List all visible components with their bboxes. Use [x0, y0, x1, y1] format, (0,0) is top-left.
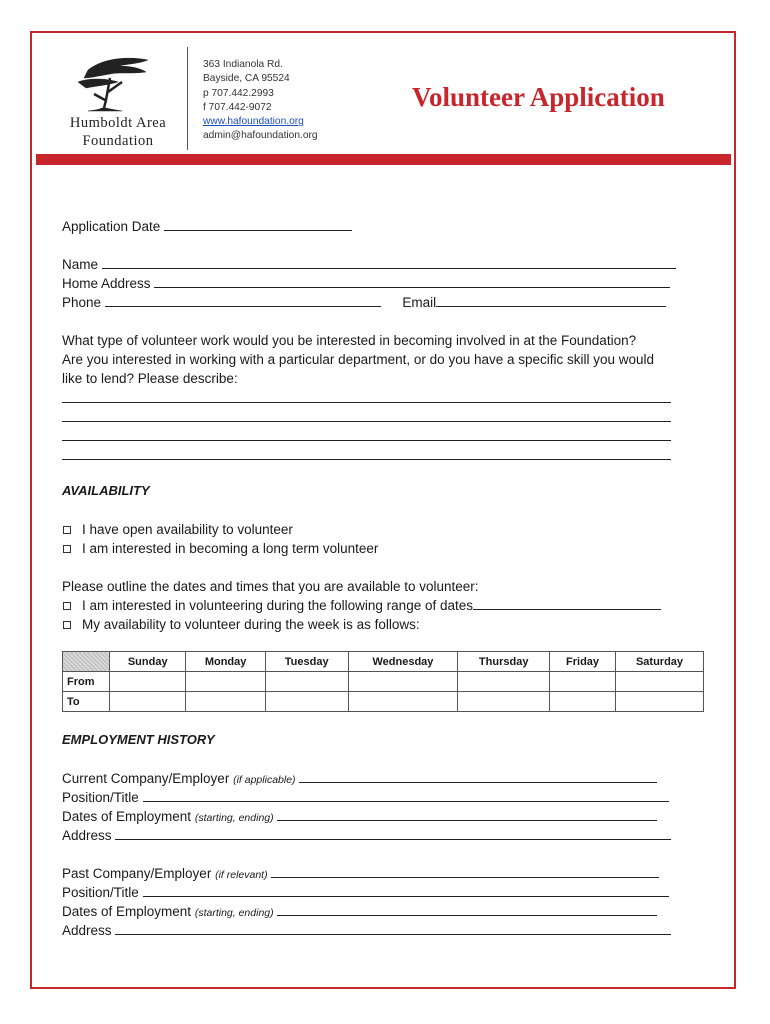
- weekly-label: My availability to volunteer during the week is as follows:: [82, 617, 420, 632]
- table-row: [63, 672, 704, 692]
- past-position-input[interactable]: [143, 883, 669, 897]
- application-date-row: [62, 217, 352, 236]
- from-saturday-cell[interactable]: [615, 672, 703, 692]
- description-line-4[interactable]: [62, 459, 671, 460]
- current-dates-row: [62, 807, 657, 828]
- application-date-label: Application Date: [62, 219, 161, 234]
- from-monday-cell[interactable]: [186, 672, 265, 692]
- long-term-label: I am interested in becoming a long term volunteer: [82, 541, 379, 556]
- home-address-label: Home Address: [62, 276, 151, 291]
- availability-heading: AVAILABILITY: [62, 483, 150, 498]
- table-header-row: [63, 652, 704, 672]
- date-range-checkbox[interactable]: [63, 602, 71, 610]
- website-link[interactable]: www.hafoundation.org: [203, 116, 304, 128]
- table-corner-cell: [63, 652, 110, 672]
- phone-label: Phone: [62, 295, 102, 310]
- day-friday: Friday: [550, 652, 616, 672]
- to-sunday-cell[interactable]: [110, 692, 186, 712]
- option-weekly: [62, 615, 420, 634]
- description-line-1[interactable]: [62, 402, 671, 403]
- current-company-label: Current Company/Employer: [62, 771, 230, 786]
- current-dates-hint: (starting, ending): [194, 812, 274, 824]
- to-thursday-cell[interactable]: [458, 692, 550, 712]
- phone-row: [62, 293, 666, 312]
- past-address-label: Address: [62, 923, 112, 938]
- past-address-row: [62, 921, 671, 940]
- date-range-label: I am interested in volunteering during the following range of dates: [82, 598, 473, 613]
- day-tuesday: Tuesday: [265, 652, 348, 672]
- from-tuesday-cell[interactable]: [265, 672, 348, 692]
- phone-input[interactable]: [105, 293, 381, 307]
- current-dates-input[interactable]: [277, 807, 657, 821]
- current-position-row: [62, 788, 669, 807]
- current-position-label: Position/Title: [62, 790, 139, 805]
- header-bar: [36, 154, 731, 165]
- email-label: Email: [402, 295, 437, 310]
- email-line: admin@hafoundation.org: [203, 130, 318, 142]
- outline-prompt: Please outline the dates and times that you are available to volunteer:: [62, 579, 479, 594]
- day-sunday: Sunday: [110, 652, 186, 672]
- contact-block: [203, 58, 318, 144]
- availability-table: [62, 651, 704, 712]
- city-line: Bayside, CA 95524: [203, 73, 290, 85]
- employment-heading: EMPLOYMENT HISTORY: [62, 732, 215, 747]
- past-dates-label: Dates of Employment: [62, 904, 192, 919]
- option-long-term: [62, 539, 378, 558]
- table-row: [63, 692, 704, 712]
- past-company-row: [62, 864, 659, 885]
- current-dates-label: Dates of Employment: [62, 809, 192, 824]
- page-border: [30, 31, 736, 989]
- from-thursday-cell[interactable]: [458, 672, 550, 692]
- row-label-to: To: [63, 692, 110, 712]
- org-name-line2: Foundation: [82, 133, 154, 149]
- past-company-input[interactable]: [271, 864, 659, 878]
- name-label: Name: [62, 257, 99, 272]
- org-name-line1: Humboldt Area: [69, 115, 167, 131]
- weekly-checkbox[interactable]: [63, 621, 71, 629]
- fax-line: f 707.442-9072: [203, 101, 272, 113]
- current-position-input[interactable]: [143, 788, 669, 802]
- address-line: 363 Indianola Rd.: [203, 59, 283, 70]
- to-monday-cell[interactable]: [186, 692, 265, 712]
- date-range-input[interactable]: [473, 596, 661, 610]
- org-name: [48, 114, 188, 150]
- current-company-row: [62, 769, 657, 790]
- past-dates-hint: (starting, ending): [194, 907, 274, 919]
- current-company-input[interactable]: [299, 769, 657, 783]
- from-wednesday-cell[interactable]: [348, 672, 458, 692]
- option-open-availability: [62, 520, 293, 539]
- current-address-input[interactable]: [115, 826, 671, 840]
- day-saturday: Saturday: [615, 652, 703, 672]
- email-input[interactable]: [436, 293, 666, 307]
- to-friday-cell[interactable]: [550, 692, 616, 712]
- application-date-input[interactable]: [164, 217, 352, 231]
- day-thursday: Thursday: [458, 652, 550, 672]
- open-availability-checkbox[interactable]: [63, 526, 71, 534]
- home-address-input[interactable]: [154, 274, 670, 288]
- long-term-checkbox[interactable]: [63, 545, 71, 553]
- page-title: Volunteer Application: [412, 82, 665, 112]
- from-sunday-cell[interactable]: [110, 672, 186, 692]
- past-dates-row: [62, 902, 657, 923]
- name-input[interactable]: [102, 255, 676, 269]
- past-address-input[interactable]: [115, 921, 671, 935]
- question-line-1: What type of volunteer work would you be interested in becoming involved in at the Foundation?: [62, 333, 637, 348]
- past-company-label: Past Company/Employer: [62, 866, 212, 881]
- past-position-label: Position/Title: [62, 885, 139, 900]
- header-divider: [187, 47, 188, 150]
- question-line-3: like to lend? Please describe:: [62, 371, 238, 386]
- row-label-from: From: [63, 672, 110, 692]
- past-position-row: [62, 883, 669, 902]
- option-date-range: [62, 596, 661, 615]
- description-line-2[interactable]: [62, 421, 671, 422]
- to-saturday-cell[interactable]: [615, 692, 703, 712]
- open-availability-label: I have open availability to volunteer: [82, 522, 293, 537]
- day-monday: Monday: [186, 652, 265, 672]
- from-friday-cell[interactable]: [550, 672, 616, 692]
- name-row: [62, 255, 676, 274]
- past-company-hint: (if relevant): [215, 869, 268, 881]
- past-dates-input[interactable]: [277, 902, 657, 916]
- current-address-label: Address: [62, 828, 112, 843]
- phone-line: p 707.442.2993: [203, 87, 274, 99]
- description-line-3[interactable]: [62, 440, 671, 441]
- current-address-row: [62, 826, 671, 845]
- to-tuesday-cell[interactable]: [265, 692, 348, 712]
- question-line-2: Are you interested in working with a particular department, or do you have a specific skill you would: [62, 352, 655, 367]
- to-wednesday-cell[interactable]: [348, 692, 458, 712]
- home-address-row: [62, 274, 670, 293]
- day-wednesday: Wednesday: [348, 652, 458, 672]
- current-company-hint: (if applicable): [233, 774, 296, 786]
